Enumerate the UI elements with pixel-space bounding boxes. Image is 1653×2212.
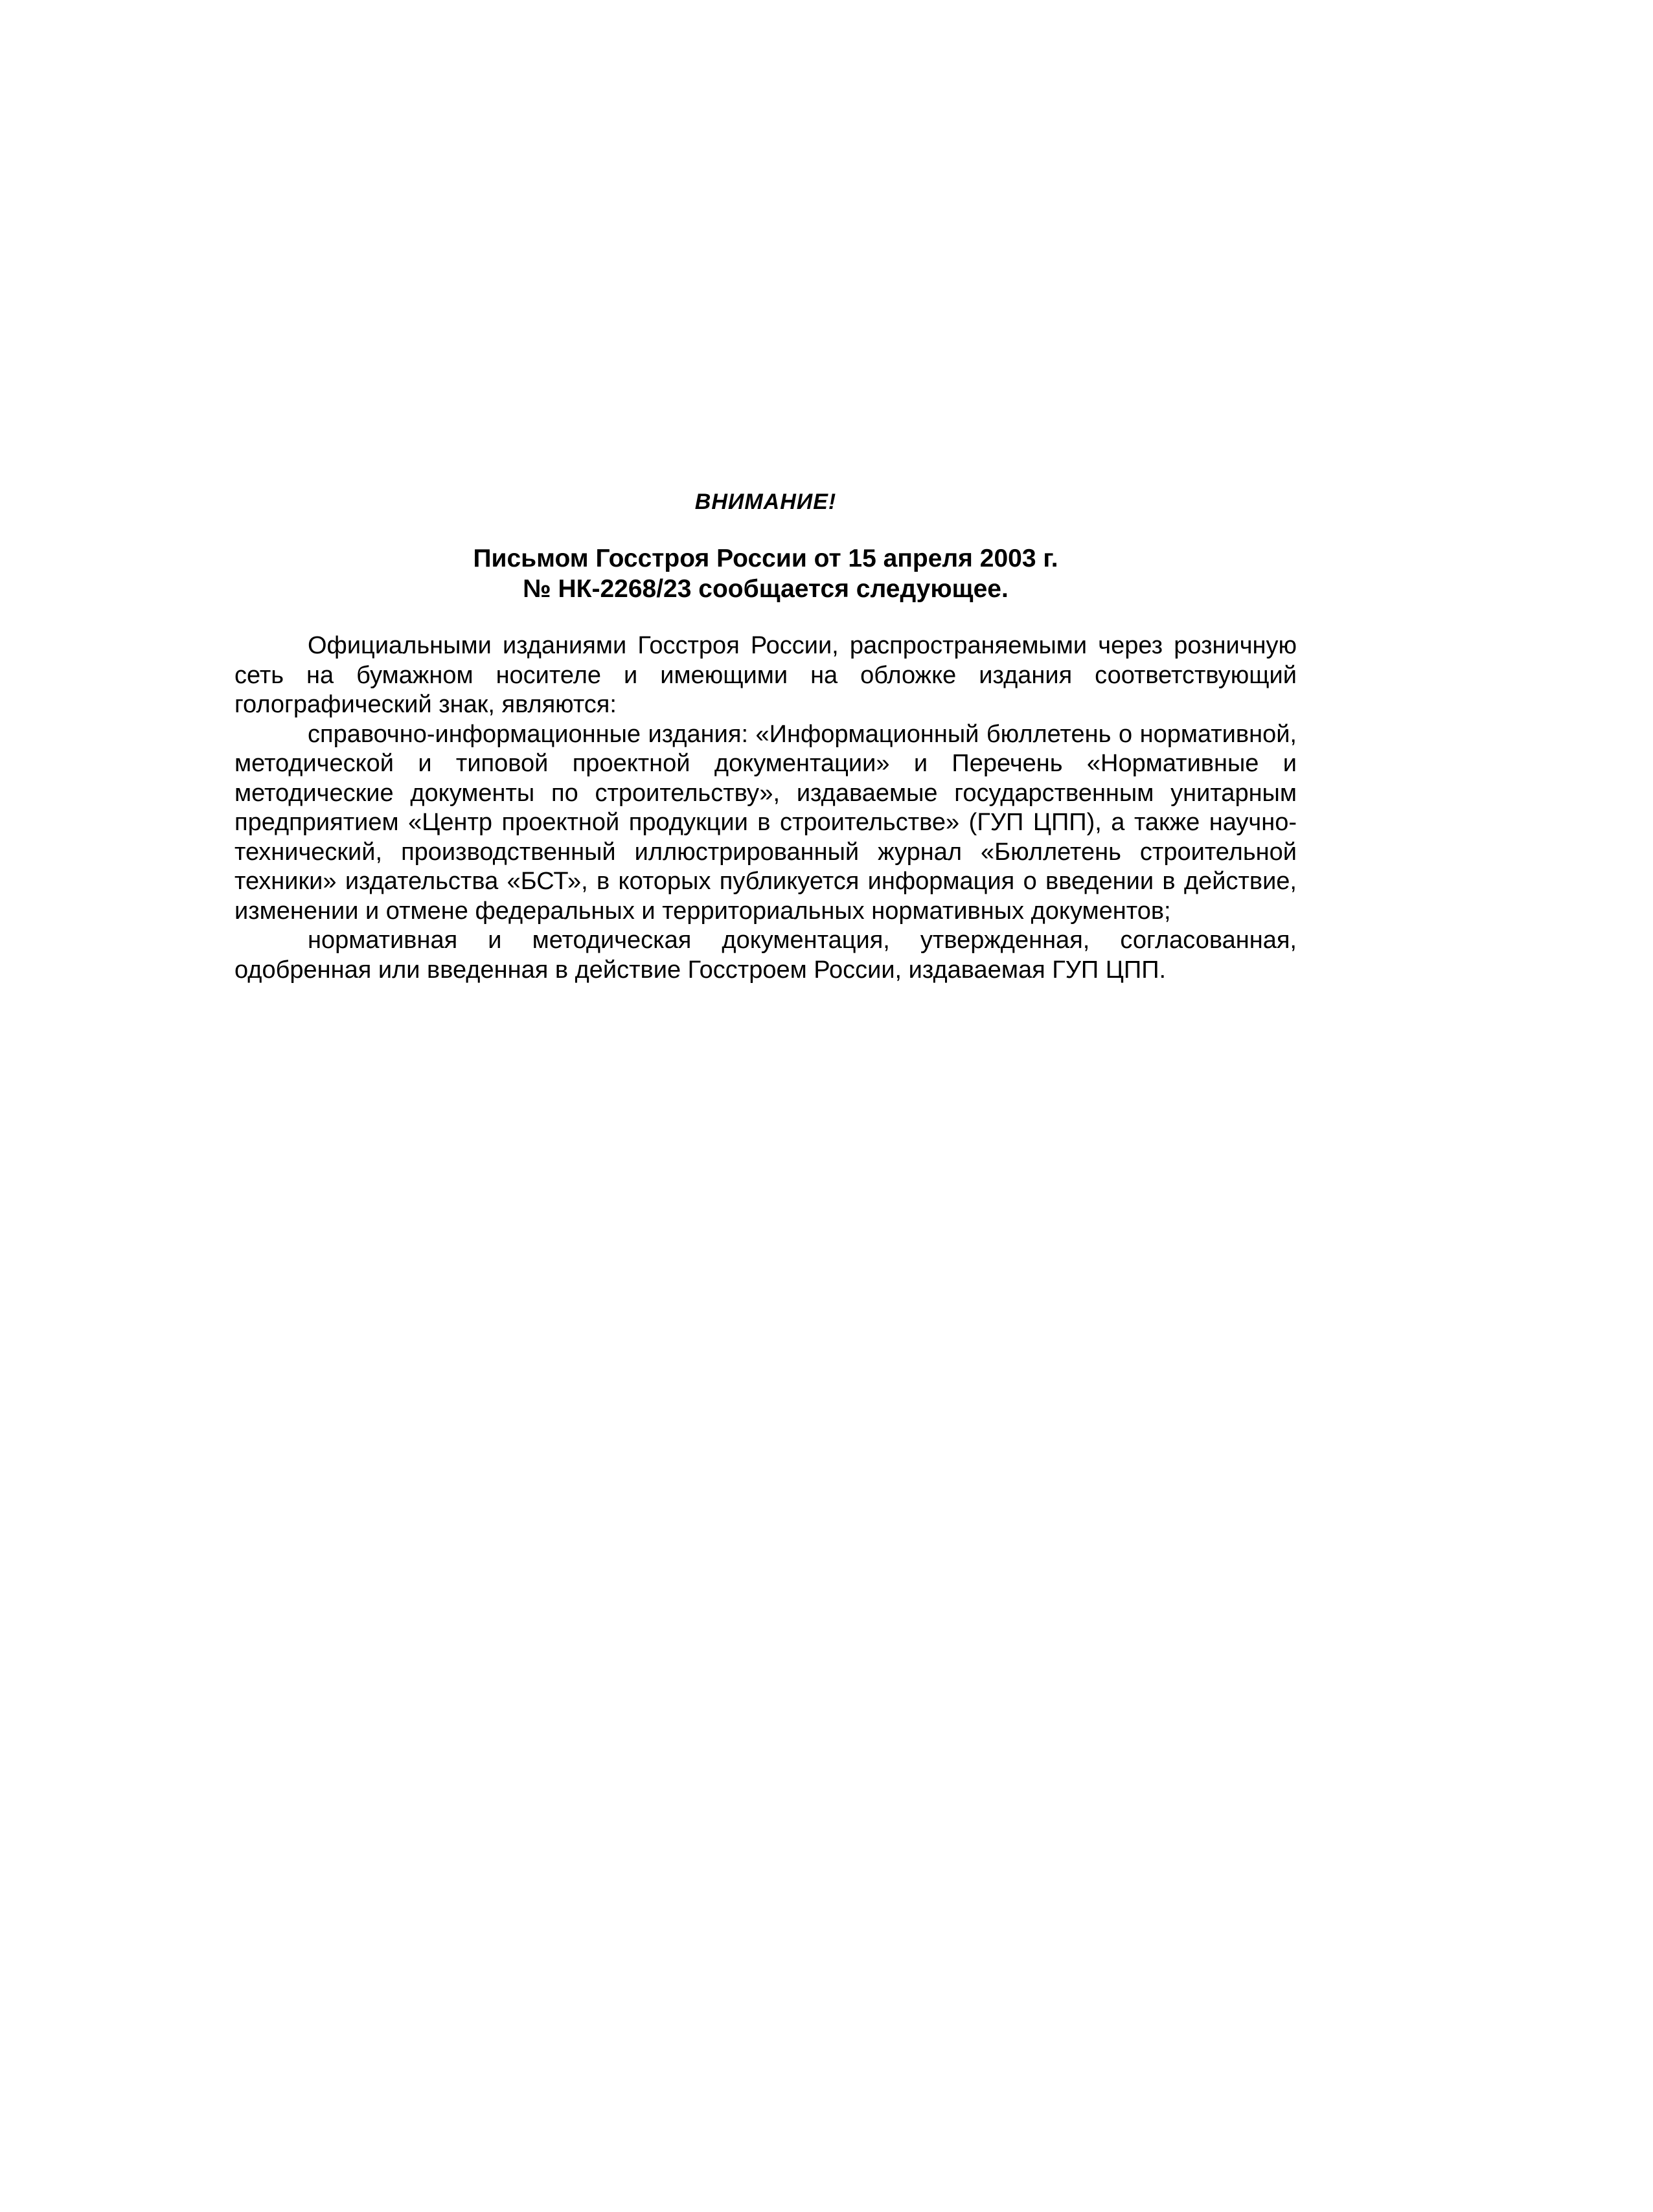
notice-block (234, 489, 1297, 985)
notice-subtitle (234, 543, 1297, 604)
paragraph-official-editions: Официальными изданиями Госстроя России, распространяемыми через розничную сеть на бумажном носителе и имеющими на обложке издания соответствующий голографический знак, являются: (234, 632, 1297, 718)
notice-subtitle-line-1: Письмом Госстроя России от 15 апреля 2003 г. (473, 545, 1058, 572)
notice-title: ВНИМАНИЕ! (694, 490, 837, 514)
notice-subtitle-line-2: № НК-2268/23 сообщается следующее. (523, 575, 1009, 603)
paragraph-normative-documentation: нормативная и методическая документация, утвержденная, согласованная, одобренная или введенная в действие Госстроем России, издаваемая ГУП ЦПП. (234, 927, 1297, 984)
paragraph-reference-editions: справочно-информационные издания: «Информационный бюллетень о нормативной, методической и типовой проектной документации» и Перечень «Нормативные и методические документы по строительству», издаваемые государственным унитарным предприятием «Центр проектной продукции в строительстве» (ГУП ЦПП), а также научно-технический, производственный иллюстрированный журнал «Бюллетень строительной техники» издательства «БСТ», в которых публикуется информация о введении в действие, изменении и отмене федеральных и территориальных нормативных документов; (234, 720, 1297, 925)
